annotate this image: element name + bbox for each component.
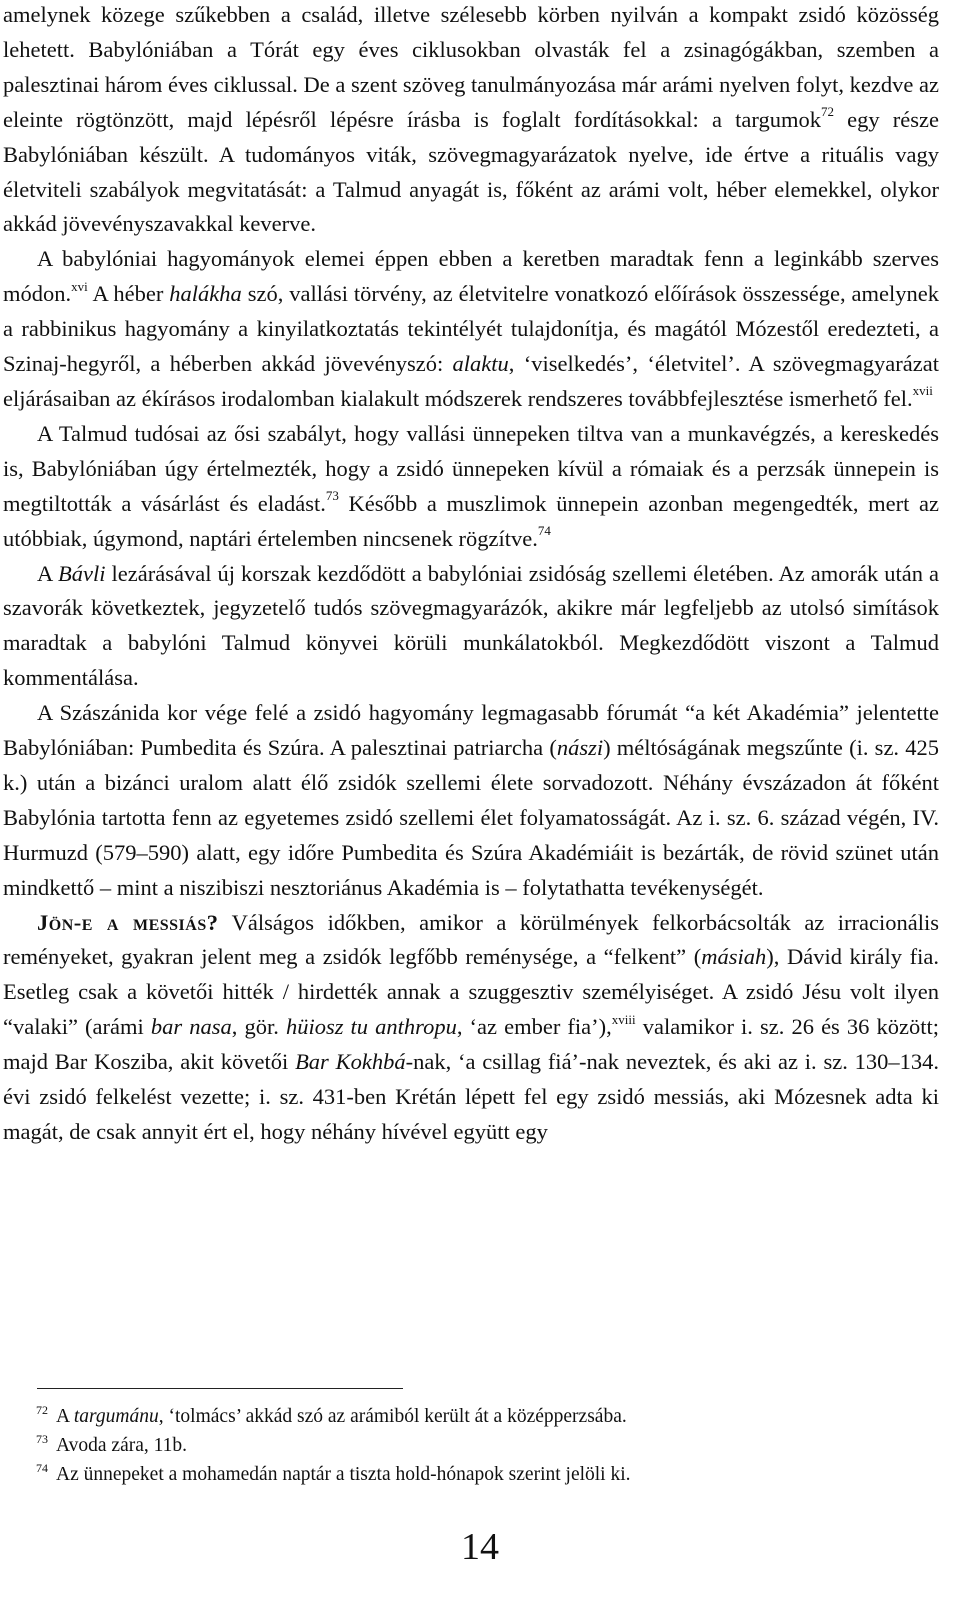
- footnote-ref: 73: [325, 488, 339, 504]
- paragraph: [3, 417, 939, 557]
- footnote-ref: xviii: [611, 1011, 636, 1027]
- footnote-number: 72: [36, 1402, 48, 1417]
- italic-term: Bávli: [58, 560, 106, 586]
- paragraph: [3, 557, 939, 697]
- text-run: , ‘az ember fia’),: [456, 1014, 612, 1040]
- footnote-number: 74: [36, 1460, 48, 1475]
- footnote: [36, 1460, 936, 1489]
- text-run: A: [37, 560, 59, 586]
- page-number: 14: [461, 1526, 499, 1568]
- text-run: egy része Babylóniában készült. A tudományos viták, szövegmagyarázatok nyelve, ide értve a rituális vagy életviteli szabályok megvitatását: a Talmud anyagát is, főként az arámi volt, héber elemekkel, olykor akkád jövevényszavakkal keverve.: [3, 106, 939, 237]
- italic-term: bar nasa: [150, 1014, 232, 1040]
- text-run: Avoda zára, 11b.: [56, 1435, 188, 1456]
- text-run: ) méltóságának megszűnte (i. sz. 425 k.) után a bizánci uralom alatt élő zsidók szellemi élete sorvadozott. Néhány évszázadon át főként Babylónia tartotta fenn az egyetemes zsidó szellemi élet folyamatosságát. Az i. sz. 6. század végén, IV. Hurmuzd (579–590) alatt, egy időre Pumbedita és Szúra Akadémiáit is bezárták, de rövid szünet után mindkettő – mint a niszibiszi nesztoriánus Akadémia is – folytathatta tevékenységét.: [3, 735, 939, 900]
- text-run: , ‘tolmács’ akkád szó az arámiból került át a középperzsába.: [158, 1406, 627, 1427]
- footnote-ref: 72: [820, 104, 834, 120]
- text-run: -nak, ‘a csillag fiá’-nak neveztek, és aki az i. sz. 130–134. évi zsidó felkelést vezette; i. sz. 431-ben Krétán lépett fel egy zsidó messiás, aki Mózesnek adta ki magát, de csak annyit ért el, hogy néhány hívével együtt egy: [3, 1049, 940, 1144]
- footnotes: [36, 1402, 936, 1489]
- text-run: Válságos időkben, amikor a körülmények felkorbácsolták az irracionális reményeket, gyakran jelent meg a zsidók legfőbb reménysége, a “felkent” (: [3, 909, 939, 970]
- text-run: A: [56, 1406, 74, 1427]
- footnote-ref: 74: [537, 523, 551, 539]
- text-run: szó, vallási törvény, az életvitelre vonatkozó előírások összessége, amelynek a rabbinikus hagyomány a kinyilatkoztatás tekintélyét tulajdonítja, és magától Mózestől eredezteti, a Szinaj-hegyről, a héberben akkád jövevényszó:: [3, 281, 940, 377]
- text-run: Az ünnepeket a mohamedán naptár a tiszta hold-hónapok szerint jelöli ki.: [56, 1464, 631, 1485]
- text-run: A Talmud tudósai az ősi szabályt, hogy vallási ünnepeken tiltva van a munkavégzés, a kereskedés is, Babylóniában úgy értelmezték, hogy a zsidó ünnepeken kívül a rómaiak és a perzsák ünnepein is megtiltották a vásárlást és eladást.: [3, 420, 939, 516]
- text-run: A héber: [87, 281, 170, 307]
- italic-term: hüiosz tu anthropu: [285, 1014, 457, 1040]
- footnote-ref: xvi: [71, 278, 88, 294]
- italic-term: alaktu: [452, 351, 509, 377]
- italic-term: targumánu: [73, 1406, 159, 1427]
- text-run: amelynek közege szűkebben a család, illetve szélesebb körben nyilván a kompakt zsidó közösség lehetett. Babylóniában a Tórát egy éves ciklusokban olvasták fel a zsinagógákban, szemben a palesztinai három éves ciklussal. De a szent szöveg tanulmányozása már arámi nyelven folyt, kezdve az eleinte rögtönzött, majd lépésről lépésre írásba is foglalt fordításokkal: a targumok: [3, 2, 939, 132]
- text-run: lezárásával új korszak kezdődött a babylóniai zsidóság szellemi életében. Az amorák után a szavorák következtek, jegyzetelő tudós szövegmagyarázók, akikre már legfeljebb az utolsó simítások maradtak a babylóni Talmud könyvei körüli munkálatokból. Megkezdődött viszont a Talmud kommentálása.: [3, 560, 939, 691]
- main-text: [3, 0, 939, 1150]
- text-run: Később a muszlimok ünnepein azonban megengedték, mert az utóbbiak, úgymond, naptári értelemben nincsenek rögzítve.: [3, 490, 939, 551]
- footnote-separator: [37, 1388, 403, 1389]
- italic-term: halákha: [169, 281, 242, 307]
- text-run: valamikor i. sz. 26 és 36 között; majd Bar Kosziba, akit követői: [3, 1014, 940, 1075]
- text-run: A babylóniai hagyományok elemei éppen ebben a keretben maradtak fenn a leginkább szerves módon.: [3, 246, 939, 307]
- paragraph: [3, 0, 939, 242]
- footnote: [36, 1402, 936, 1431]
- text-run: , ‘viselkedés’, ‘életvitel’. A szövegmagyarázat eljárásaiban az ékírásos irodalomban kialakult módszerek rendszeres továbbfejlesztése ismerhető fel.: [3, 351, 939, 411]
- italic-term: nászi: [556, 735, 604, 761]
- italic-term: másiah: [701, 944, 767, 970]
- footnote-ref: xvii: [912, 383, 933, 399]
- footnote: [36, 1431, 936, 1460]
- paragraph: [3, 906, 939, 1150]
- italic-term: Bar Kokhbá: [295, 1049, 406, 1075]
- paragraph: [3, 242, 939, 417]
- section-heading: Jön-e a messiás?: [37, 909, 219, 935]
- text-run: A Szászánida kor vége felé a zsidó hagyomány legmagasabb fórumát “a két Akadémia” jelentette Babylóniában: Pumbedita és Szúra. A palesztinai patriarcha (: [3, 700, 939, 761]
- footnote-number: 73: [36, 1431, 48, 1446]
- text-run: ), Dávid király fia. Esetleg csak a követői hitték / hirdették annak a szuggesztiv személyiséget. A zsidó Jésu volt ilyen “valaki” (arámi: [3, 944, 939, 1040]
- paragraph: [3, 696, 939, 905]
- text-run: , gör.: [231, 1014, 286, 1040]
